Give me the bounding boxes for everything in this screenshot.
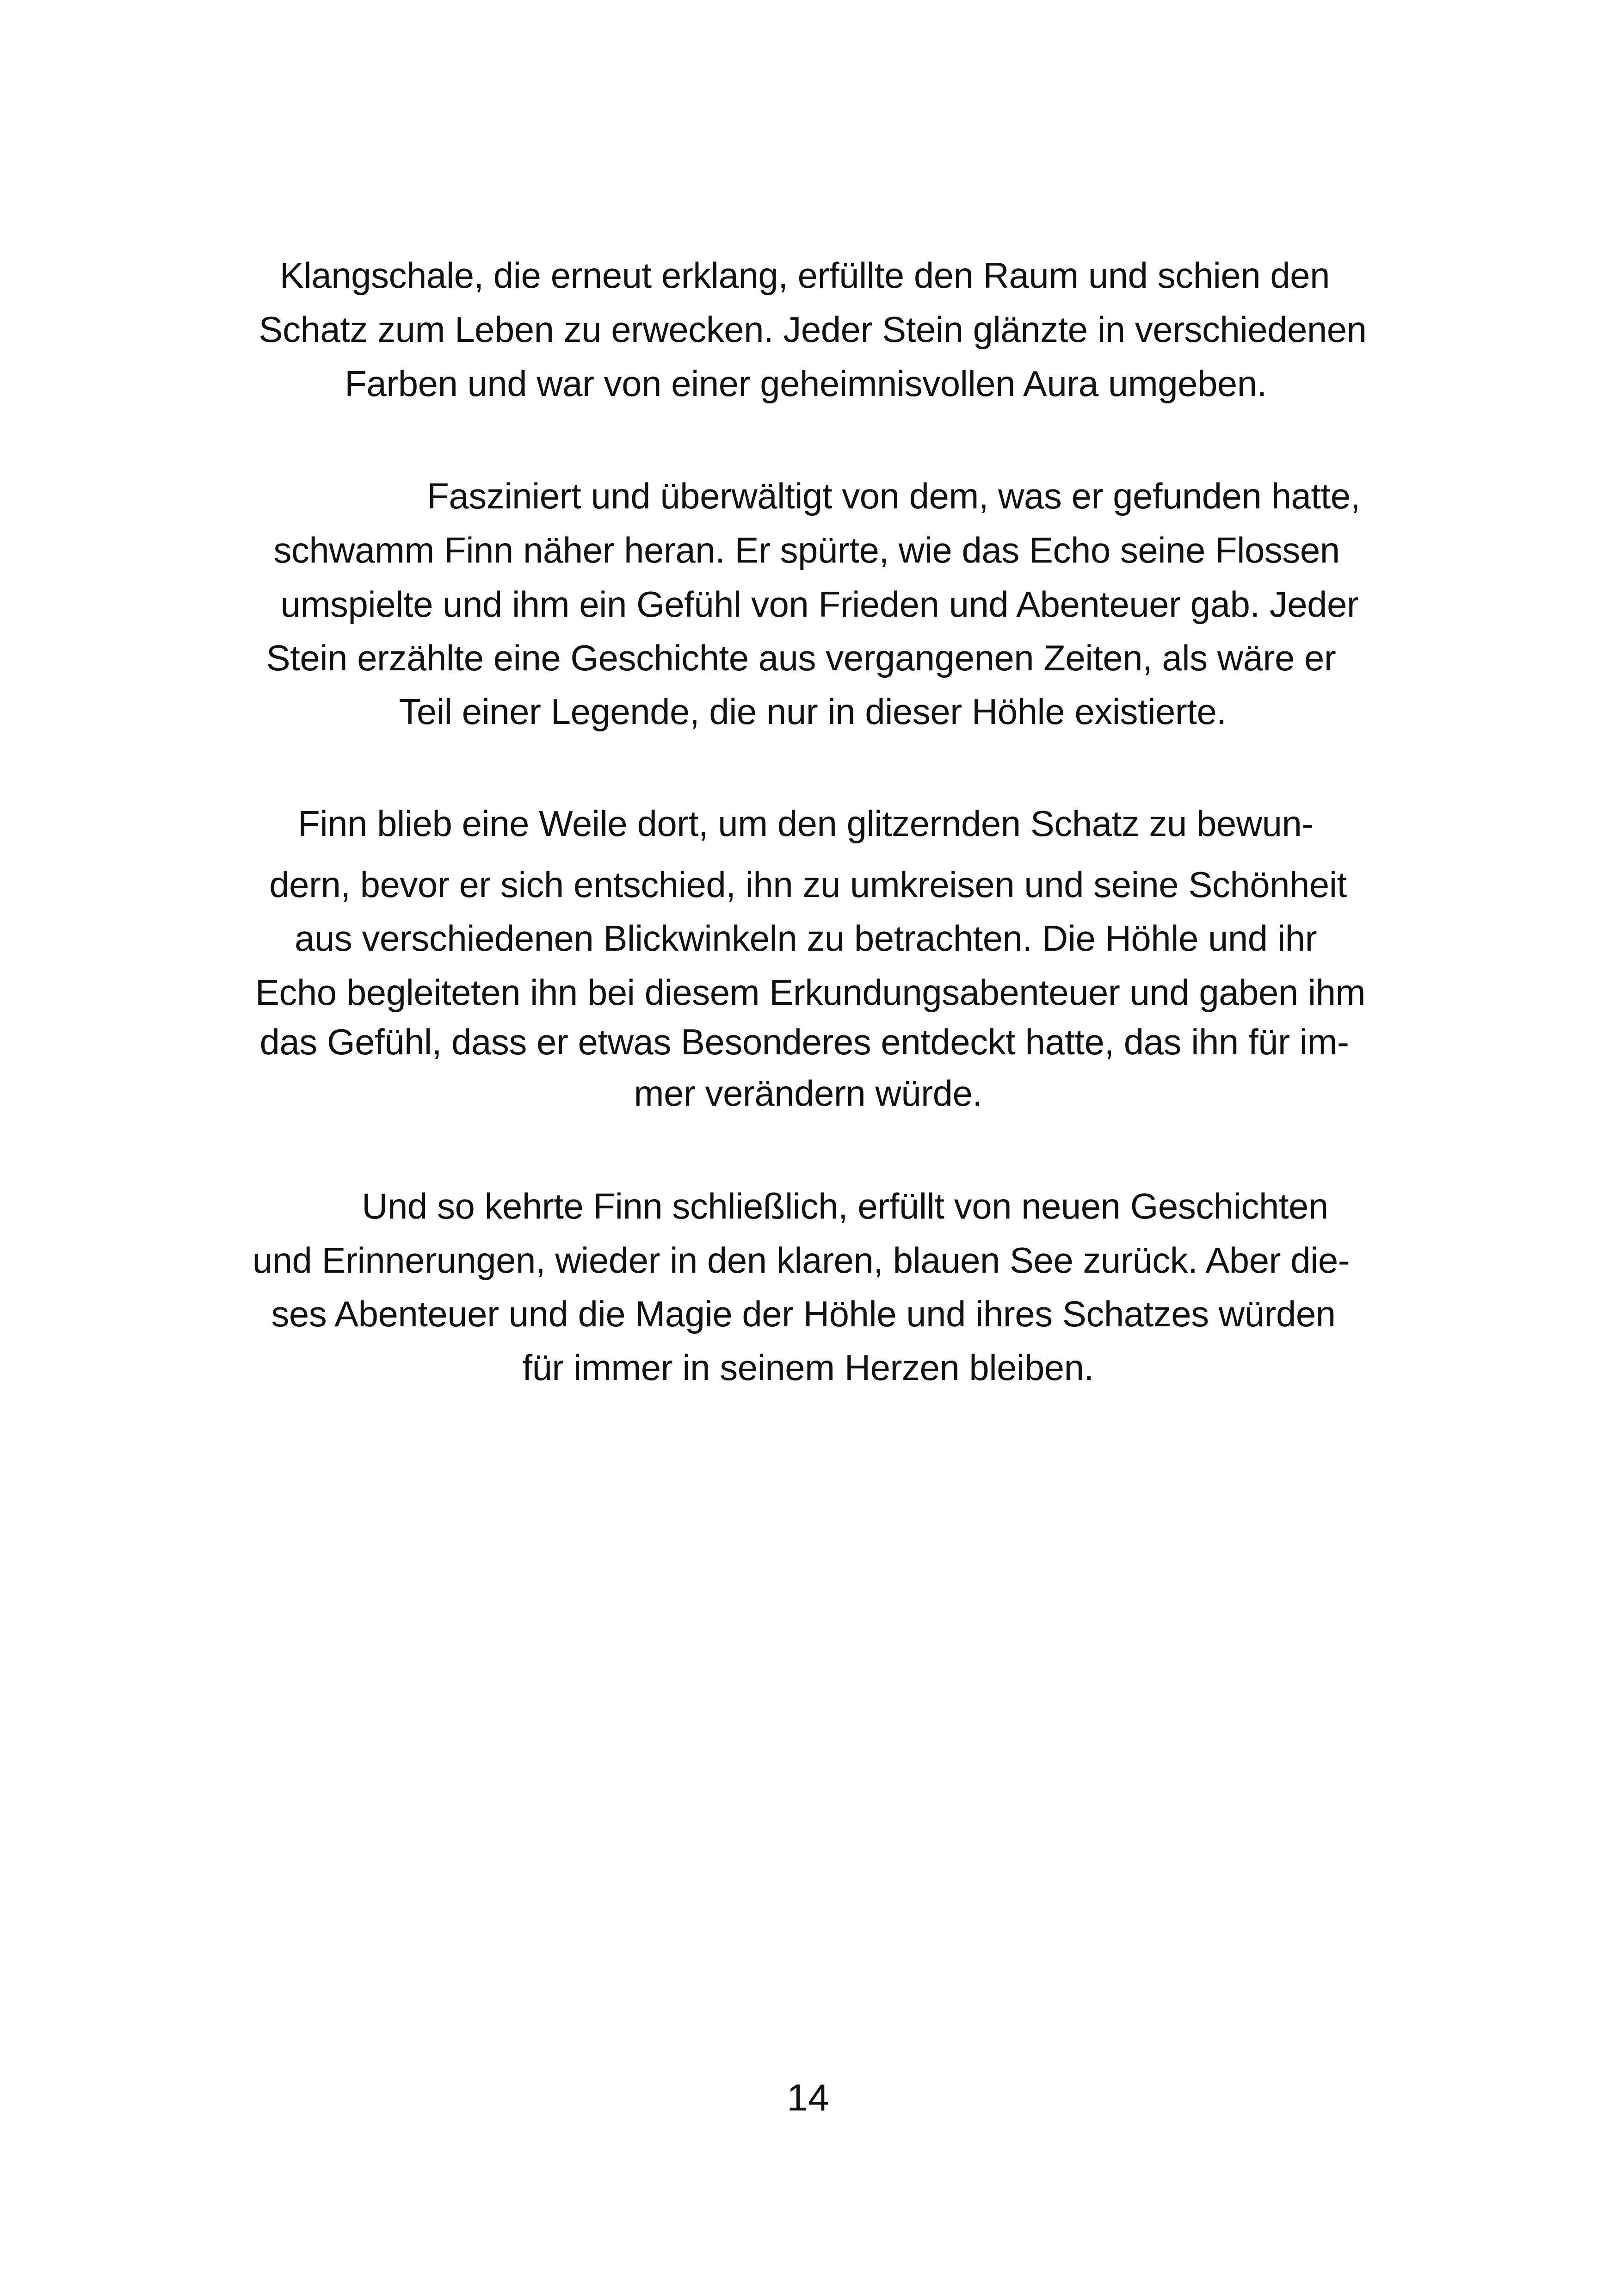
- page-number: 14: [787, 2077, 829, 2119]
- paragraph-2-line-4: Stein erzählte eine Geschichte aus vergangenen Zeiten, als wäre er: [266, 637, 1336, 678]
- paragraph-2-line-3: umspielte und ihm ein Gefühl von Frieden und Abenteuer gab. Jeder: [280, 584, 1359, 625]
- paragraph-1-line-3: Farben und war von einer geheimnisvollen Aura umgeben.: [345, 363, 1267, 404]
- paragraph-2-line-5: Teil einer Legende, die nur in dieser Höhle existierte.: [399, 691, 1227, 732]
- paragraph-1-line-2: Schatz zum Leben zu erwecken. Jeder Stein glänzte in verschiedenen: [259, 309, 1367, 350]
- paragraph-3-line-5: das Gefühl, dass er etwas Besonderes entdeckt hatte, das ihn für im-: [259, 1021, 1349, 1062]
- paragraph-3-line-2: dern, bevor er sich entschied, ihn zu umkreisen und seine Schönheit: [269, 864, 1347, 905]
- paragraph-3-line-3: aus verschiedenen Blickwinkeln zu betrachten. Die Höhle und ihr: [294, 918, 1317, 959]
- paragraph-3-line-4: Echo begleiteten ihn bei diesem Erkundungsabenteuer und gaben ihm: [255, 972, 1366, 1013]
- paragraph-4-line-2: und Erinnerungen, wieder in den klaren, blauen See zurück. Aber die-: [252, 1240, 1350, 1281]
- paragraph-2-line-2: schwamm Finn näher heran. Er spürte, wie das Echo seine Flossen: [273, 530, 1340, 570]
- paragraph-4-line-1: Und so kehrte Finn schließlich, erfüllt von neuen Geschichten: [362, 1186, 1328, 1226]
- paragraph-1-line-1: Klangschale, die erneut erklang, erfüllte den Raum und schien den: [280, 255, 1330, 296]
- paragraph-3-line-1: Finn blieb eine Weile dort, um den glitzernden Schatz zu bewun-: [298, 803, 1314, 844]
- paragraph-4-line-4: für immer in seinem Herzen bleiben.: [522, 1347, 1094, 1388]
- paragraph-4-line-3: ses Abenteuer und die Magie der Höhle und ihres Schatzes würden: [271, 1293, 1336, 1334]
- paragraph-3-line-6: mer verändern würde.: [634, 1073, 982, 1114]
- paragraph-2-line-1: Fasziniert und überwältigt von dem, was er gefunden hatte,: [427, 476, 1360, 516]
